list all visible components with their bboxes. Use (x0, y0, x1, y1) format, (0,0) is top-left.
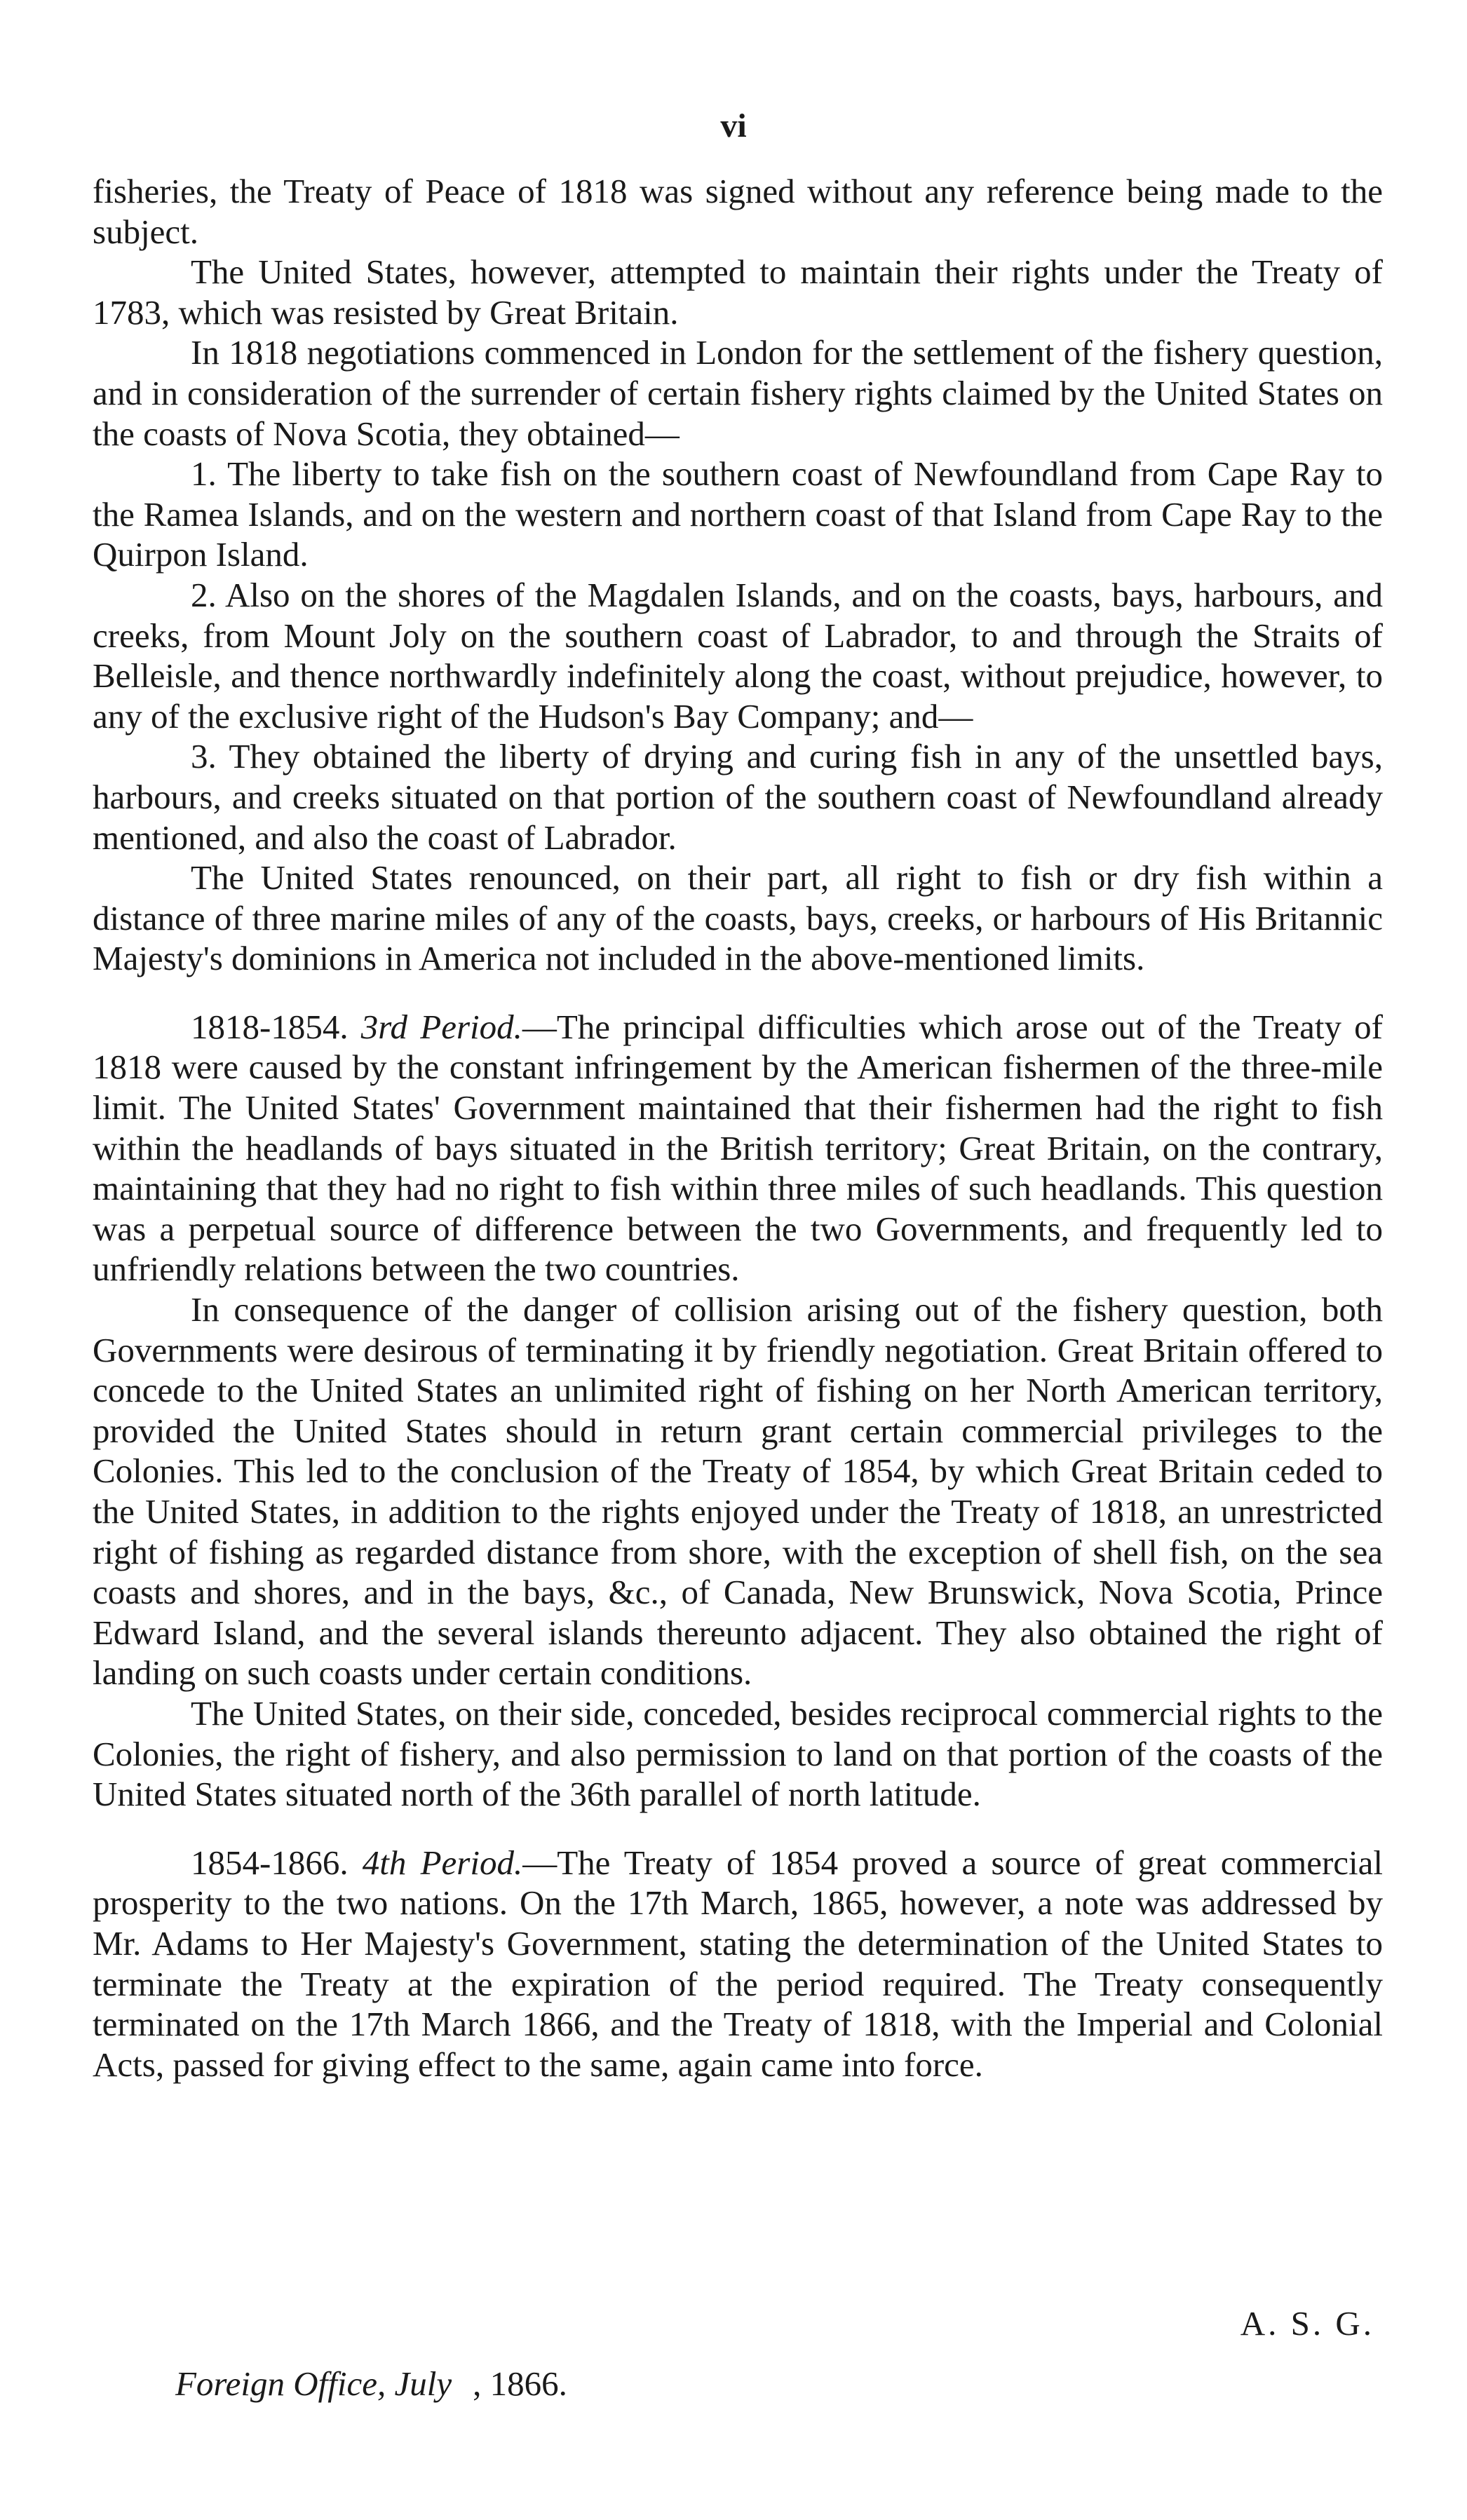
dateline-year: , 1866. (473, 2364, 567, 2403)
paragraph-treaty-1783: The United States, however, attempted to maintain their rights under the Treaty of 1783, which was resisted by Great Britain. (93, 252, 1383, 332)
page-number: vi (720, 107, 747, 144)
paragraph-liberty-2: 2. Also on the shores of the Magdalen Islands, and on the coasts, bays, harbours, and creeks, from Mount Joly on the southern coast of Labrador, to and through the Straits of Belleisle, and thence northwardly indefinitely along the coast, without prejudice, however, to any of the exclusive right of the Hudson's Bay Company; and— (93, 575, 1383, 736)
period-3-text: —The principal difficulties which arose out of the Treaty of 1818 were caused by the constant infringement by the American fishermen of the three-mile limit. The United States' Government maintained that their fishermen had the right to fish within the headlands of bays situated in the British territory; Great Britain, on the contrary, maintaining that they had no right to fish within three miles of such headlands. This question was a perpetual source of difference between the two Governments, and frequently led to unfriendly relations between the two countries. (93, 1007, 1383, 1289)
period-3-title: 3rd Period. (360, 1007, 522, 1046)
signature-initials: A. S. G. (1240, 2304, 1374, 2343)
period-4-title: 4th Period. (362, 1843, 523, 1882)
paragraph-liberty-3: 3. They obtained the liberty of drying and curing fish in any of the unsettled bays, harbours, and creeks situated on that portion of the southern coast of Newfoundland already mentioned, and also the coast of Labrador. (93, 737, 1383, 857)
paragraph-us-concessions: The United States, on their side, conceded, besides reciprocal commercial rights to the Colonies, the right of fishery, and also permission to land on that portion of the coasts of the United States situated north of the 36th parallel of north latitude. (93, 1693, 1383, 1814)
paragraph-negotiations-1818: In 1818 negotiations commenced in London for the settlement of the fishery question, and in consideration of the surrender of certain fishery rights claimed by the United States on the coasts of Nova Scotia, they obtained— (93, 333, 1383, 453)
paragraph-period-4 (93, 1843, 1383, 2085)
dateline-place: Foreign Office, July (175, 2364, 452, 2403)
paragraph-fisheries-continuation: fisheries, the Treaty of Peace of 1818 was signed without any reference being made to the subject. (93, 172, 1383, 251)
dateline (175, 2363, 567, 2405)
paragraph-renunciation: The United States renounced, on their part, all right to fish or dry fish within a distance of three marine miles of any of the coasts, bays, creeks, or harbours of His Britannic Majesty's dominions in America not included in the above-mentioned limits. (93, 858, 1383, 978)
period-4-text: —The Treaty of 1854 proved a source of great commercial prosperity to the two nations. On the 17th March, 1865, however, a note was addressed by Mr. Adams to Her Majesty's Government, stating the determination of the United States to terminate the Treaty at the expiration of the period required. The Treaty consequently terminated on the 17th March 1866, and the Treaty of 1818, with the Imperial and Colonial Acts, passed for giving effect to the same, again came into force. (93, 1843, 1383, 2084)
period-4-years: 1854-1866. (191, 1843, 349, 1882)
paragraph-period-3 (93, 1007, 1383, 1289)
period-3-years: 1818-1854. (191, 1007, 349, 1046)
paragraph-liberty-1: 1. The liberty to take fish on the southern coast of Newfoundland from Cape Ray to the Ramea Islands, and on the western and northern coast of that Island from Cape Ray to the Quirpon Island. (93, 454, 1383, 574)
paragraph-treaty-1854: In consequence of the danger of collision arising out of the fishery question, both Governments were desirous of terminating it by friendly negotiation. Great Britain offered to concede to the United States an unlimited right of fishing on her North American territory, provided the United States should in return grant certain commercial privileges to the Colonies. This led to the conclusion of the Treaty of 1854, by which Great Britain ceded to the United States, in addition to the rights enjoyed under the Treaty of 1818, an unrestricted right of fishing as regarded distance from shore, with the exception of shell fish, on the sea coasts and shores, and in the bays, &c., of Canada, New Brunswick, Nova Scotia, Prince Edward Island, and the several islands thereunto adjacent. They also obtained the right of landing on such coasts under certain conditions. (93, 1290, 1383, 1693)
body-text (93, 171, 1383, 2085)
